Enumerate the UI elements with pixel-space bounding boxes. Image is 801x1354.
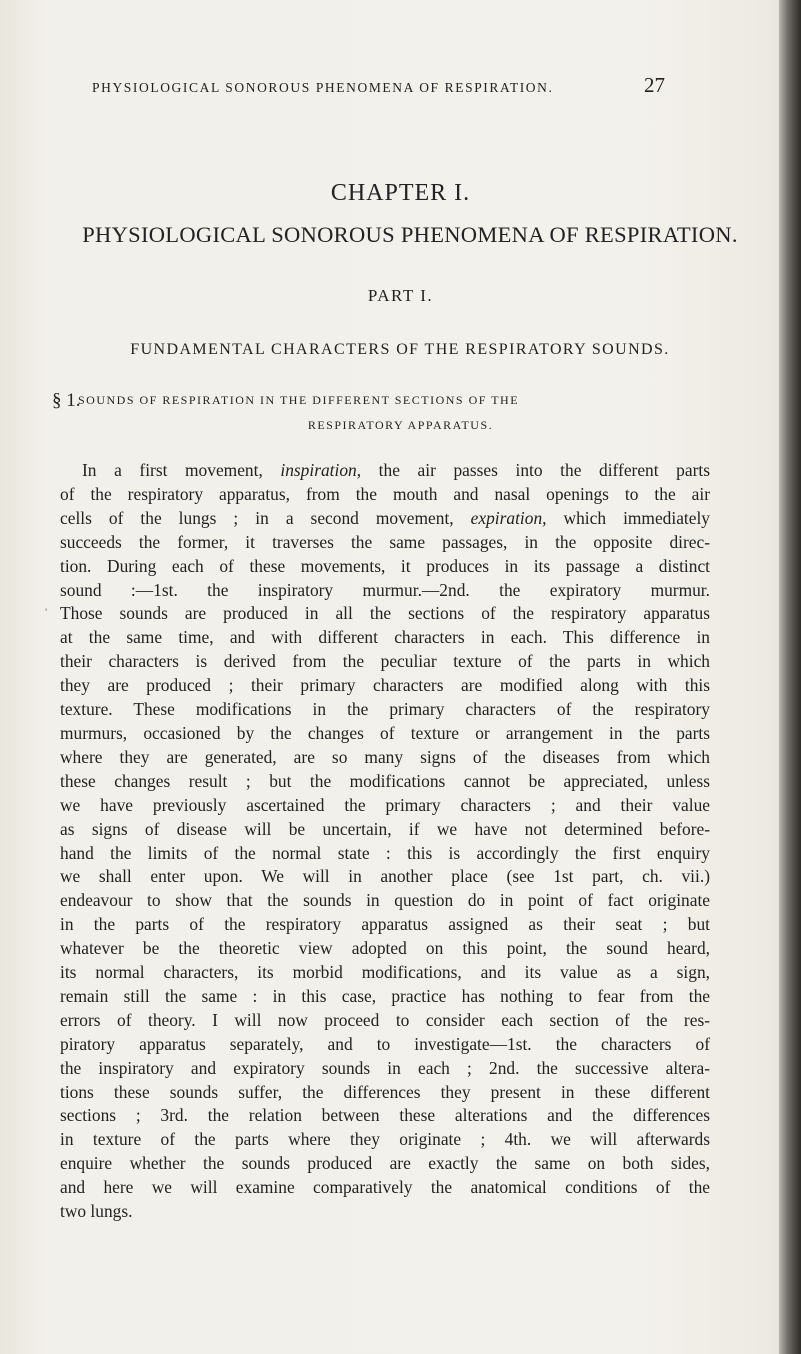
text-line: we shall enter upon. We will in another place (see 1st part, ch. vii.) [60,866,710,887]
text-line: we have previously ascertained the primary characters ; and their value [60,794,710,815]
text-line: of the respiratory apparatus, from the mouth and nasal openings to the air [60,483,710,504]
running-head: PHYSIOLOGICAL SONOROUS PHENOMENA OF RESPIRATION. [92,80,554,95]
text-line: hand the limits of the normal state : this is accordingly the first enquiry [60,842,710,863]
body-paragraph [60,459,710,1224]
text-line: remain still the same : in this case, practice has nothing to fear from the [60,985,710,1006]
text-line: their characters is derived from the peculiar texture of the parts in which [60,651,710,672]
text-line: endeavour to show that the sounds in question do in point of fact originate [60,890,710,911]
text-line: as signs of disease will be uncertain, if we have not determined before- [60,818,710,839]
text-line: two lungs. [60,1201,133,1222]
text-line: errors of theory. I will now proceed to consider each section of the res- [60,1009,710,1030]
page-number: 27 [644,73,665,97]
text-line: cells of the lungs ; in a second movement, expiration, which immediately [60,507,710,528]
chapter-title: PHYSIOLOGICAL SONOROUS PHENOMENA OF RESPIRATION. [82,222,738,247]
section-title-line1: SOUNDS OF RESPIRATION IN THE DIFFERENT SECTIONS OF THE [78,393,520,407]
part-title: FUNDAMENTAL CHARACTERS OF THE RESPIRATORY SOUNDS. [130,341,670,358]
section-title-line2: RESPIRATORY APPARATUS. [307,418,494,432]
text-line: tions these sounds suffer, the differences they present in these different [60,1081,710,1102]
text-line: succeeds the former, it traverses the same passages, in the opposite direc- [60,531,710,552]
text-line: they are produced ; their primary characters are modified along with this [60,675,710,696]
text-line: sections ; 3rd. the relation between these alterations and the differences [60,1105,710,1126]
text-line: piratory apparatus separately, and to investigate—1st. the characters of [60,1033,710,1054]
text-line: its normal characters, its morbid modifications, and its value as a sign, [60,962,710,983]
margin-tick: ' [45,605,48,619]
text-line: these changes result ; but the modifications cannot be appreciated, unless [60,770,710,791]
text-line: whatever be the theoretic view adopted on this point, the sound heard, [60,938,710,959]
text-line: where they are generated, are so many signs of the diseases from which [60,746,710,767]
chapter-heading: CHAPTER I. [330,180,471,206]
text-line: at the same time, and with different characters in each. This difference in [60,627,710,648]
part-heading: PART I. [367,286,434,305]
text-line: sound :—1st. the inspiratory murmur.—2nd. the expiratory murmur. [60,579,710,600]
text-line: murmurs, occasioned by the changes of texture or arrangement in the parts [60,722,710,743]
text-line: and here we will examine comparatively the anatomical conditions of the [60,1177,710,1198]
text-line: tion. During each of these movements, it produces in its passage a distinct [60,555,710,576]
text-line: In a first movement, inspiration, the air passes into the different parts [82,460,710,480]
section-mark: § 1. [52,390,81,411]
text-line: the inspiratory and expiratory sounds in each ; 2nd. the successive altera- [60,1057,710,1078]
text-line: in the parts of the respiratory apparatus assigned as their seat ; but [60,914,710,935]
text-line: enquire whether the sounds produced are exactly the same on both sides, [60,1153,710,1174]
text-line: texture. These modifications in the primary characters of the respiratory [60,699,710,720]
text-line: Those sounds are produced in all the sections of the respiratory apparatus [60,603,710,624]
text-line: in texture of the parts where they originate ; 4th. we will afterwards [60,1129,710,1150]
